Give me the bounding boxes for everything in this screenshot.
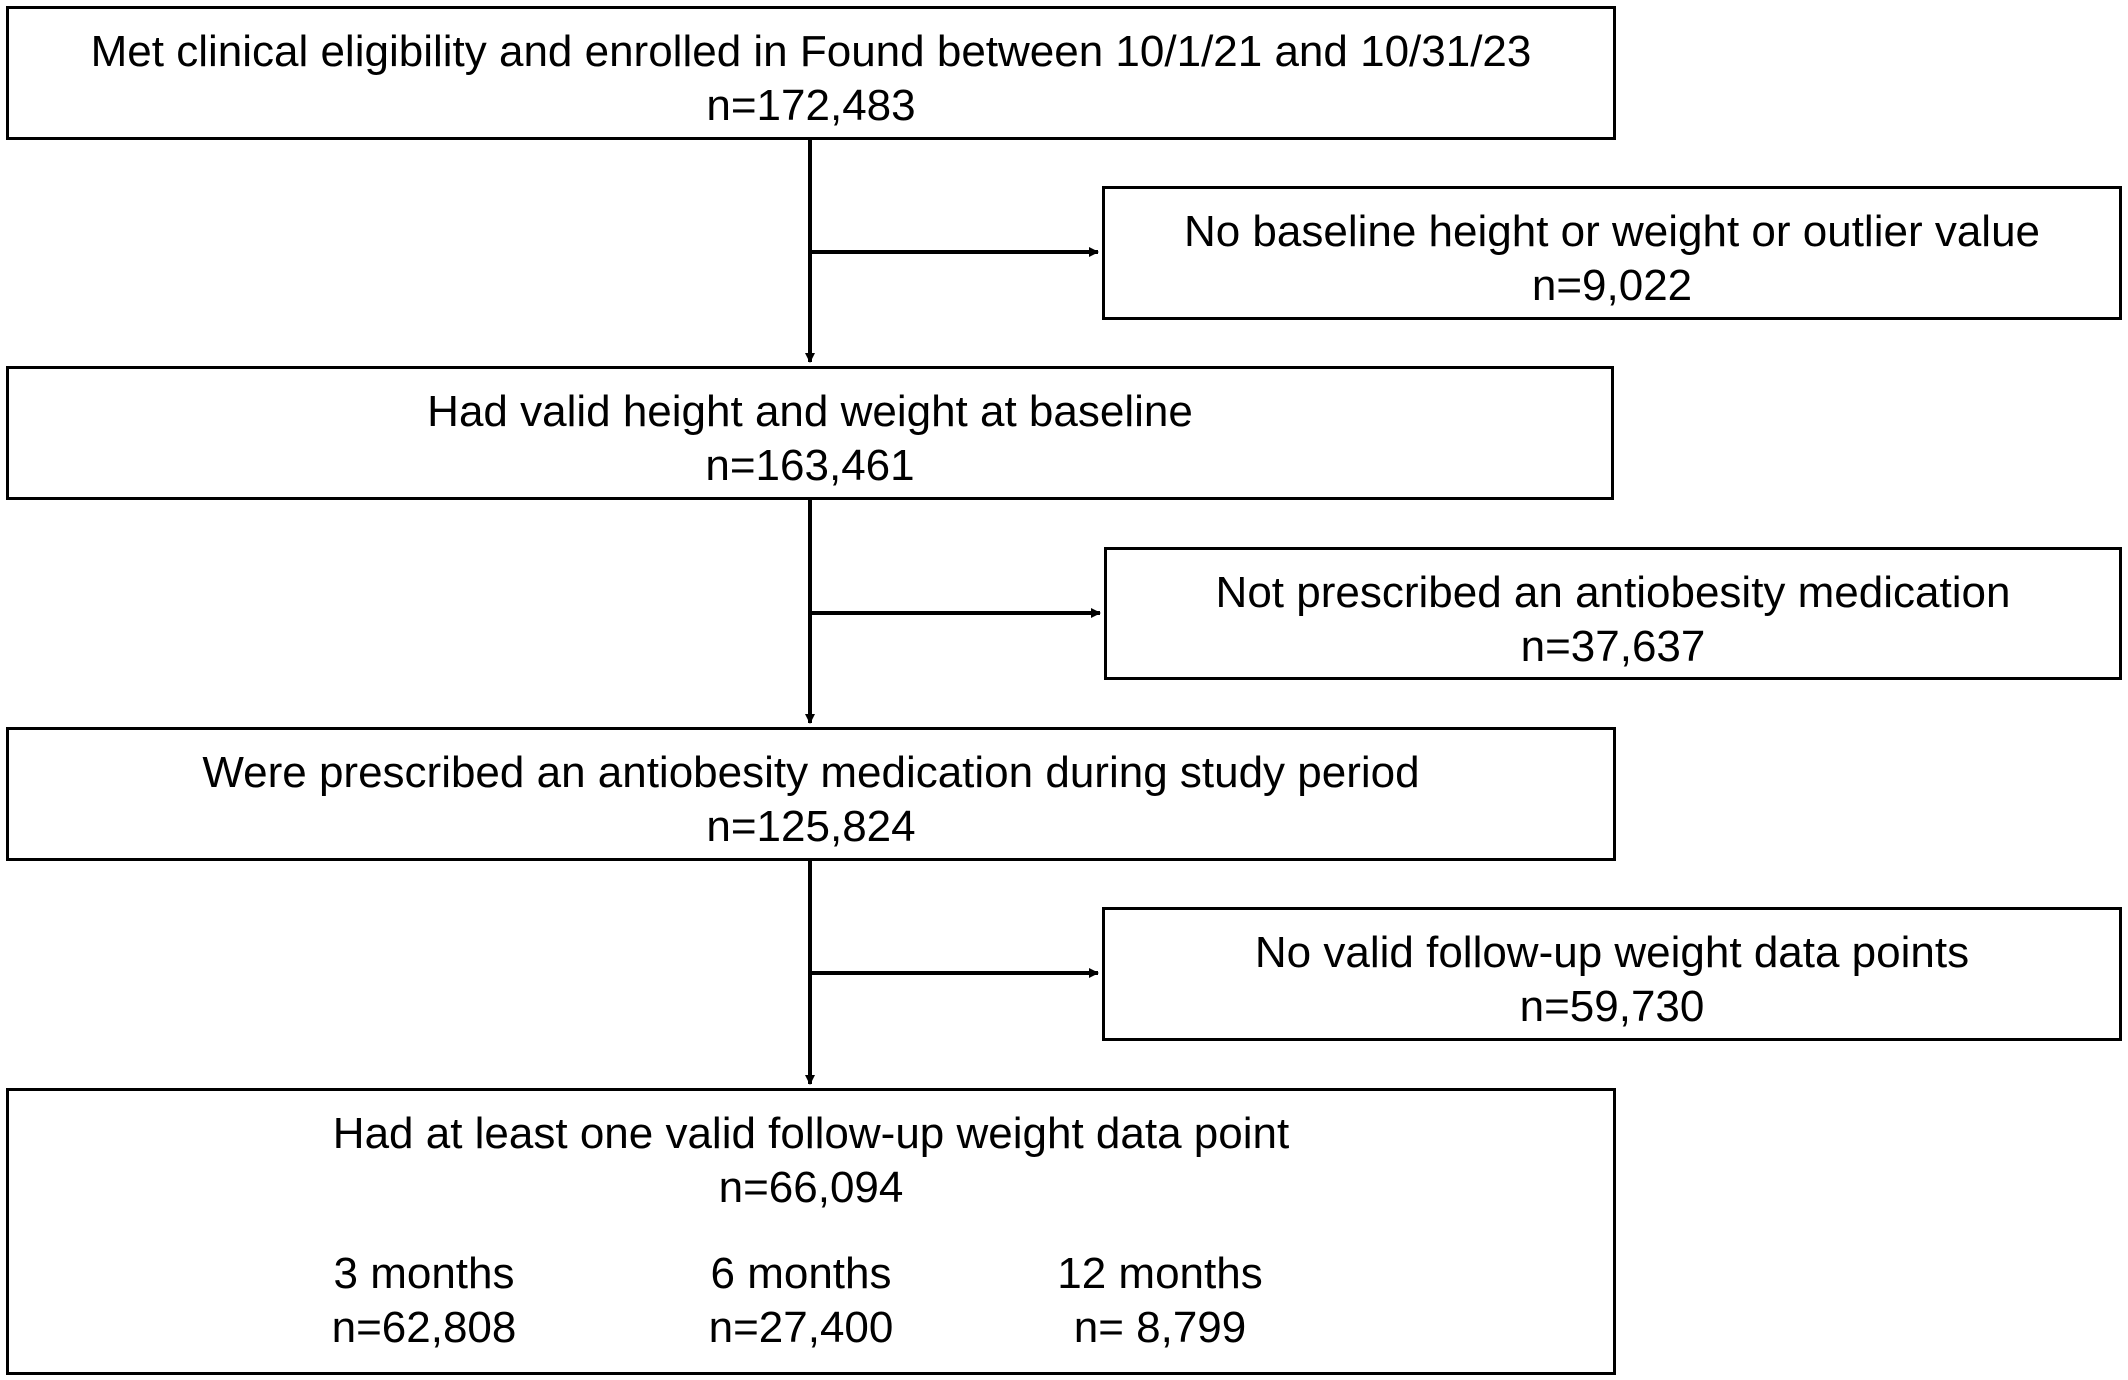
- excluded-baseline-count: n=9,022: [1531, 261, 1693, 310]
- timepoint-count: n=62,808: [331, 1303, 517, 1352]
- prescribed-box: [6, 727, 1616, 861]
- prescribed-label: Were prescribed an antiobesity medication during study period: [202, 748, 1420, 797]
- timepoint-count: n=27,400: [708, 1303, 894, 1352]
- excluded-baseline-label: No baseline height or weight or outlier value: [1183, 207, 2041, 256]
- timepoint-label: 6 months: [710, 1249, 892, 1298]
- excluded-no-followup-label: No valid follow-up weight data points: [1254, 928, 1970, 977]
- timepoint-6-months: [611, 1247, 991, 1355]
- timepoint-count: n= 8,799: [1073, 1303, 1247, 1352]
- timepoint-label: 3 months: [333, 1249, 515, 1298]
- enrolled-box: [6, 6, 1616, 140]
- valid-baseline-label: Had valid height and weight at baseline: [427, 387, 1193, 436]
- enrolled-count: n=172,483: [706, 81, 916, 130]
- excluded-no-followup-box: [1102, 907, 2122, 1041]
- prescribed-count: n=125,824: [706, 802, 916, 851]
- timepoint-12-months: [970, 1247, 1350, 1355]
- excluded-not-prescribed-count: n=37,637: [1520, 622, 1706, 671]
- valid-baseline-box: [6, 366, 1614, 500]
- timepoint-3-months: [234, 1247, 614, 1355]
- enrolled-label: Met clinical eligibility and enrolled in Found between 10/1/21 and 10/31/23: [90, 27, 1532, 76]
- excluded-not-prescribed-label: Not prescribed an antiobesity medication: [1215, 568, 2011, 617]
- followup-label: Had at least one valid follow-up weight data point: [332, 1109, 1290, 1158]
- valid-baseline-count: n=163,461: [705, 441, 915, 490]
- timepoint-label: 12 months: [1057, 1249, 1263, 1298]
- excluded-no-followup-count: n=59,730: [1519, 982, 1705, 1031]
- excluded-not-prescribed-box: [1104, 547, 2122, 680]
- followup-box: [6, 1088, 1616, 1375]
- followup-count: n=66,094: [718, 1163, 904, 1212]
- excluded-baseline-box: [1102, 186, 2122, 320]
